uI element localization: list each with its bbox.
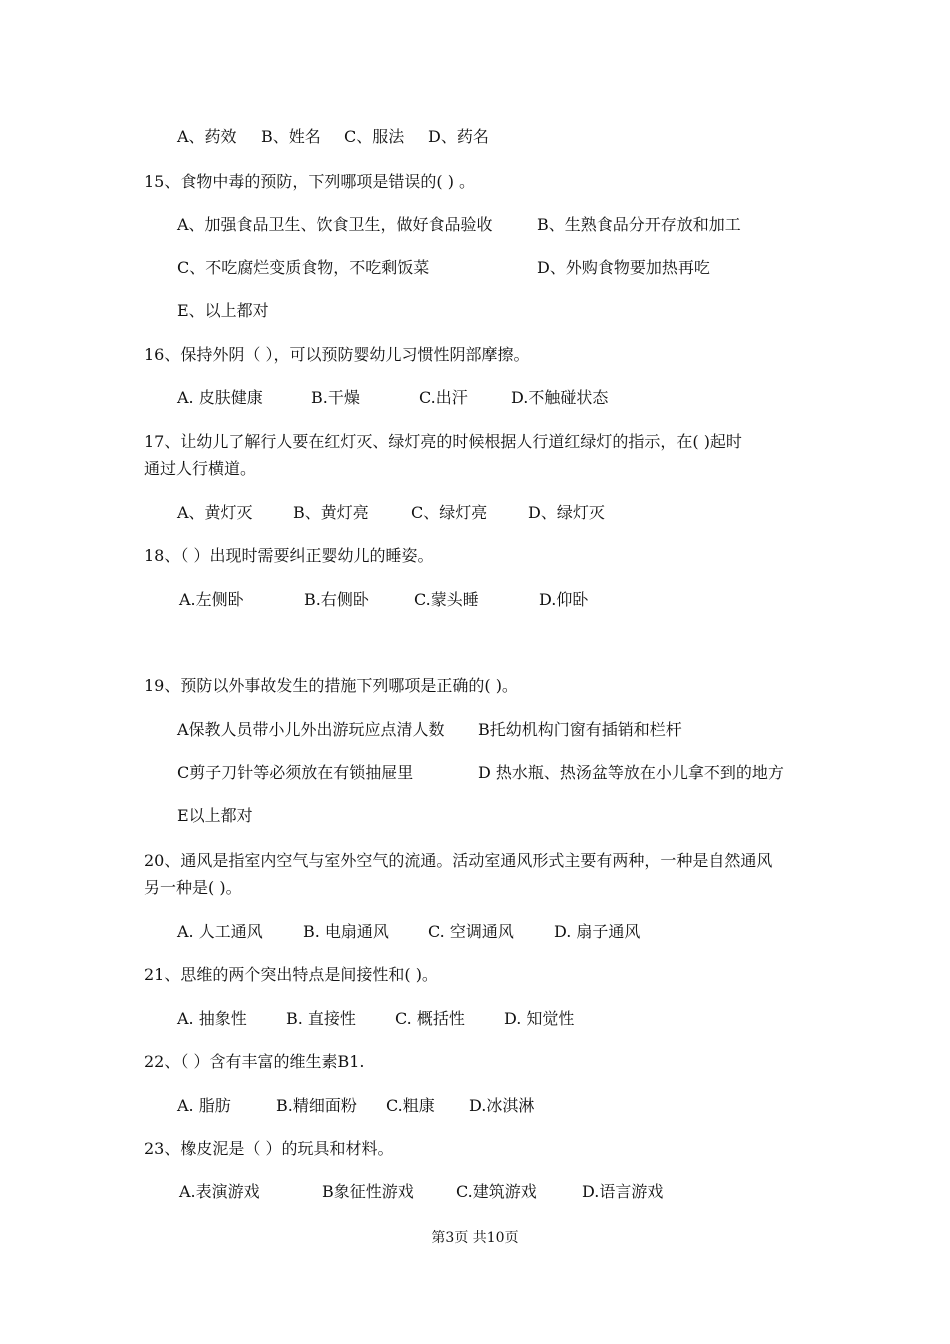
answer-option: D、绿灯灭 bbox=[528, 503, 605, 522]
answer-option: B.精细面粉 bbox=[276, 1096, 357, 1115]
answer-option: A. 抽象性 bbox=[177, 1009, 247, 1028]
answer-option: A. 皮肤健康 bbox=[177, 388, 263, 407]
answer-option: A、加强食品卫生、饮食卫生，做好食品验收 bbox=[177, 215, 493, 234]
answer-option: A、黄灯灭 bbox=[177, 503, 253, 522]
answer-option: D. 知觉性 bbox=[504, 1009, 575, 1028]
answer-option: D 热水瓶、热汤盆等放在小儿拿不到的地方 bbox=[478, 763, 784, 782]
answer-option: C.粗康 bbox=[386, 1096, 435, 1115]
answer-option: B.干燥 bbox=[311, 388, 360, 407]
answer-option: C.蒙头睡 bbox=[414, 590, 479, 609]
answer-option: B、姓名 bbox=[261, 127, 321, 146]
answer-option: D、外购食物要加热再吃 bbox=[537, 258, 710, 277]
answer-option: C剪子刀针等必须放在有锁抽屉里 bbox=[177, 763, 414, 782]
answer-option: D. 扇子通风 bbox=[554, 922, 641, 941]
question-text: 19、预防以外事故发生的措施下列哪项是正确的( )。 bbox=[144, 676, 518, 695]
question-text: 17、让幼儿了解行人要在红灯灭、绿灯亮的时候根据人行道红绿灯的指示，在( )起时 bbox=[144, 432, 742, 451]
answer-option: B. 电扇通风 bbox=[303, 922, 389, 941]
question-text: 18、（ ）出现时需要纠正婴幼儿的睡姿。 bbox=[144, 546, 434, 565]
question-text: 15、食物中毒的预防，下列哪项是错误的( ) 。 bbox=[144, 172, 476, 191]
answer-option: A.表演游戏 bbox=[179, 1182, 260, 1201]
answer-option: A. 人工通风 bbox=[177, 922, 263, 941]
answer-option: D.仰卧 bbox=[539, 590, 589, 609]
answer-option: B.右侧卧 bbox=[304, 590, 369, 609]
answer-option: C.出汗 bbox=[419, 388, 468, 407]
page-footer: 第3页 共10页 bbox=[431, 1230, 519, 1246]
answer-option: A. 脂肪 bbox=[177, 1096, 231, 1115]
question-text: 23、橡皮泥是（ ）的玩具和材料。 bbox=[144, 1139, 394, 1158]
answer-option: C、绿灯亮 bbox=[411, 503, 488, 522]
answer-option: E以上都对 bbox=[177, 806, 253, 825]
question-text: 22、（ ）含有丰富的维生素B1. bbox=[144, 1052, 365, 1071]
question-text: 20、通风是指室内空气与室外空气的流通。活动室通风形式主要有两种，一种是自然通风 bbox=[144, 851, 773, 870]
answer-option: C. 概括性 bbox=[395, 1009, 465, 1028]
answer-option: B托幼机构门窗有插销和栏杆 bbox=[478, 720, 682, 739]
answer-option: A.左侧卧 bbox=[179, 590, 244, 609]
answer-option: E、以上都对 bbox=[177, 301, 269, 320]
answer-option: D.不触碰状态 bbox=[511, 388, 609, 407]
question-text: 通过人行横道。 bbox=[144, 459, 257, 478]
answer-option: B. 直接性 bbox=[286, 1009, 356, 1028]
question-text: 21、思维的两个突出特点是间接性和( )。 bbox=[144, 965, 438, 984]
answer-option: A保教人员带小儿外出游玩应点清人数 bbox=[177, 720, 445, 739]
question-text: 16、保持外阴（ ），可以预防婴幼儿习惯性阴部摩擦。 bbox=[144, 345, 530, 364]
answer-option: C、服法 bbox=[344, 127, 405, 146]
answer-option: D.语言游戏 bbox=[582, 1182, 664, 1201]
question-text: 另一种是( )。 bbox=[144, 878, 242, 897]
answer-option: B、黄灯亮 bbox=[293, 503, 369, 522]
answer-option: A、药效 bbox=[177, 127, 237, 146]
answer-option: B象征性游戏 bbox=[322, 1182, 414, 1201]
answer-option: C.建筑游戏 bbox=[456, 1182, 537, 1201]
answer-option: D、药名 bbox=[428, 127, 489, 146]
answer-option: D.冰淇淋 bbox=[469, 1096, 535, 1115]
answer-option: C. 空调通风 bbox=[428, 922, 514, 941]
answer-option: C、不吃腐烂变质食物，不吃剩饭菜 bbox=[177, 258, 430, 277]
answer-option: B、生熟食品分开存放和加工 bbox=[537, 215, 741, 234]
